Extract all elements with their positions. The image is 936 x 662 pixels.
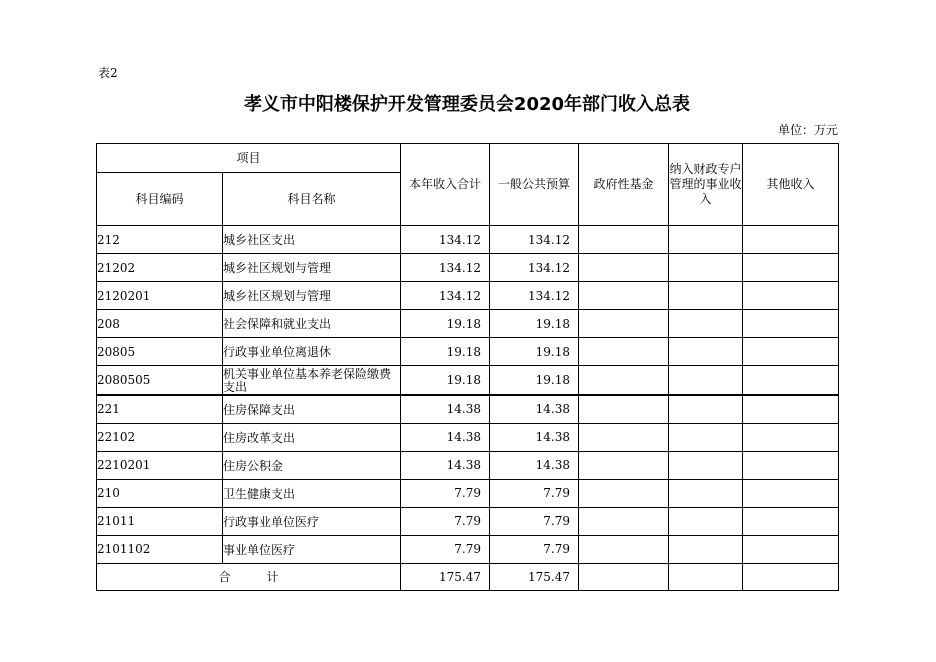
row-other xyxy=(743,395,839,423)
table-row xyxy=(97,310,839,338)
row-name: 住房保障支出 xyxy=(223,395,401,423)
row-name: 住房改革支出 xyxy=(223,423,401,451)
header-fiscal-account: 纳入财政专户管理的事业收入 xyxy=(669,144,743,226)
row-name: 城乡社区规划与管理 xyxy=(223,254,401,282)
page-title: 孝义市中阳楼保护开发管理委员会2020年部门收入总表 xyxy=(243,94,691,115)
row-total: 134.12 xyxy=(401,226,490,254)
row-fiscal-account xyxy=(669,423,743,451)
unit-label: 单位：万元 xyxy=(777,123,838,137)
row-gov-fund xyxy=(579,310,669,338)
table-row xyxy=(97,366,839,396)
row-fiscal-account xyxy=(669,507,743,535)
row-total: 19.18 xyxy=(401,366,490,396)
row-other xyxy=(743,507,839,535)
row-gov-fund xyxy=(579,507,669,535)
row-fiscal-account xyxy=(669,254,743,282)
row-total: 134.12 xyxy=(401,282,490,310)
row-other xyxy=(743,451,839,479)
header-gov-fund: 政府性基金 xyxy=(579,144,669,226)
row-fiscal-account xyxy=(669,395,743,423)
row-code: 212 xyxy=(97,226,223,254)
row-fiscal-account xyxy=(669,451,743,479)
row-gov-fund xyxy=(579,366,669,396)
row-fiscal-account xyxy=(669,338,743,366)
row-gov-fund xyxy=(579,395,669,423)
table-body xyxy=(97,226,839,564)
row-name: 卫生健康支出 xyxy=(223,479,401,507)
row-other xyxy=(743,226,839,254)
table-row xyxy=(97,535,839,563)
row-code: 2080505 xyxy=(97,366,223,396)
row-code: 22102 xyxy=(97,423,223,451)
table-row xyxy=(97,451,839,479)
row-fiscal-account xyxy=(669,366,743,396)
row-general: 134.12 xyxy=(490,226,579,254)
row-code: 2120201 xyxy=(97,282,223,310)
row-gov-fund xyxy=(579,254,669,282)
row-fiscal-account xyxy=(669,226,743,254)
income-table xyxy=(96,143,839,591)
row-other xyxy=(743,423,839,451)
table-row xyxy=(97,395,839,423)
row-general: 19.18 xyxy=(490,366,579,396)
header-general: 一般公共预算 xyxy=(490,144,579,226)
row-gov-fund xyxy=(579,282,669,310)
total-label: 合 计 xyxy=(97,563,401,590)
total-other xyxy=(743,563,839,590)
row-gov-fund xyxy=(579,535,669,563)
row-general: 19.18 xyxy=(490,338,579,366)
row-code: 2210201 xyxy=(97,451,223,479)
table-row xyxy=(97,479,839,507)
row-code: 21011 xyxy=(97,507,223,535)
table-number: 表2 xyxy=(98,66,118,80)
row-name: 城乡社区规划与管理 xyxy=(223,282,401,310)
row-name: 事业单位医疗 xyxy=(223,535,401,563)
row-other xyxy=(743,366,839,396)
row-name: 住房公积金 xyxy=(223,451,401,479)
header-total: 本年收入合计 xyxy=(401,144,490,226)
row-total: 19.18 xyxy=(401,338,490,366)
row-code: 221 xyxy=(97,395,223,423)
row-gov-fund xyxy=(579,479,669,507)
row-total: 14.38 xyxy=(401,423,490,451)
row-general: 14.38 xyxy=(490,451,579,479)
row-name: 行政事业单位离退休 xyxy=(223,338,401,366)
table-row xyxy=(97,338,839,366)
row-code: 208 xyxy=(97,310,223,338)
row-other xyxy=(743,535,839,563)
row-code: 210 xyxy=(97,479,223,507)
row-other xyxy=(743,479,839,507)
row-code: 21202 xyxy=(97,254,223,282)
row-total: 7.79 xyxy=(401,479,490,507)
total-general: 175.47 xyxy=(490,563,579,590)
row-fiscal-account xyxy=(669,535,743,563)
row-general: 134.12 xyxy=(490,254,579,282)
row-code: 2101102 xyxy=(97,535,223,563)
row-fiscal-account xyxy=(669,310,743,338)
row-gov-fund xyxy=(579,451,669,479)
row-general: 19.18 xyxy=(490,310,579,338)
row-general: 7.79 xyxy=(490,479,579,507)
row-general: 7.79 xyxy=(490,507,579,535)
row-total: 7.79 xyxy=(401,507,490,535)
row-other xyxy=(743,254,839,282)
header-project: 项目 xyxy=(97,144,401,173)
row-fiscal-account xyxy=(669,282,743,310)
table-row xyxy=(97,507,839,535)
header-code: 科目编码 xyxy=(97,173,223,226)
table-row xyxy=(97,282,839,310)
row-gov-fund xyxy=(579,226,669,254)
header-other: 其他收入 xyxy=(743,144,839,226)
row-name: 机关事业单位基本养老保险缴费支出 xyxy=(223,366,401,396)
row-name: 社会保障和就业支出 xyxy=(223,310,401,338)
table-row xyxy=(97,226,839,254)
row-gov-fund xyxy=(579,338,669,366)
header-name: 科目名称 xyxy=(223,173,401,226)
row-name: 行政事业单位医疗 xyxy=(223,507,401,535)
row-total: 14.38 xyxy=(401,395,490,423)
row-other xyxy=(743,282,839,310)
row-total: 134.12 xyxy=(401,254,490,282)
row-general: 7.79 xyxy=(490,535,579,563)
row-code: 20805 xyxy=(97,338,223,366)
total-gov-fund xyxy=(579,563,669,590)
row-fiscal-account xyxy=(669,479,743,507)
row-other xyxy=(743,338,839,366)
row-gov-fund xyxy=(579,423,669,451)
row-general: 134.12 xyxy=(490,282,579,310)
row-general: 14.38 xyxy=(490,423,579,451)
row-general: 14.38 xyxy=(490,395,579,423)
row-name: 城乡社区支出 xyxy=(223,226,401,254)
table-row xyxy=(97,423,839,451)
total-fiscal-account xyxy=(669,563,743,590)
row-total: 14.38 xyxy=(401,451,490,479)
row-total: 19.18 xyxy=(401,310,490,338)
row-total: 7.79 xyxy=(401,535,490,563)
row-other xyxy=(743,310,839,338)
total-sum: 175.47 xyxy=(401,563,490,590)
table-row xyxy=(97,254,839,282)
